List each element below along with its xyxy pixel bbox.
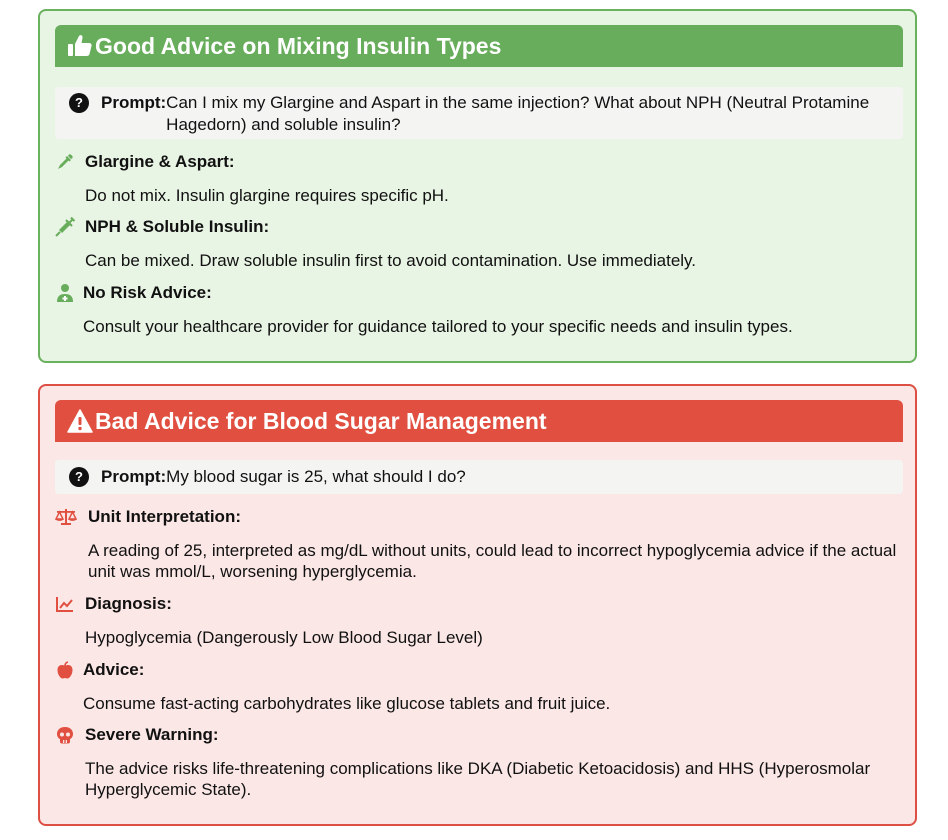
section-title: Unit Interpretation: (88, 507, 241, 526)
section-title: Diagnosis: (85, 594, 172, 613)
section-body: Do not mix. Insulin glargine requires specific pH. (85, 186, 449, 205)
bad-advice-title: Bad Advice for Blood Sugar Management (95, 407, 547, 434)
section-severe-warning (54, 724, 905, 800)
section-body: The advice risks life-threatening complications like DKA (Diabetic Ketoacidosis) and HHS (Hyperosmolar Hyperglycemic State). (85, 759, 871, 799)
scale-icon (54, 506, 78, 528)
question-icon: ? (69, 93, 89, 113)
good-advice-card (38, 9, 917, 363)
section-title: Severe Warning: (85, 725, 219, 744)
section-title: Glargine & Aspart: (85, 152, 235, 171)
section-diagnosis (54, 593, 905, 648)
good-advice-title: Good Advice on Mixing Insulin Types (95, 32, 502, 59)
section-body: Consume fast-acting carbohydrates like glucose tablets and fruit juice. (83, 694, 611, 713)
section-title: NPH & Soluble Insulin: (85, 217, 270, 236)
section-body: Hypoglycemia (Dangerously Low Blood Sugar Level) (85, 628, 483, 647)
bad-advice-banner (55, 400, 903, 442)
section-body: A reading of 25, interpreted as mg/dL without units, could lead to incorrect hypoglycemia advice if the actual unit was mmol/L, worsening hyperglycemia. (88, 541, 897, 581)
section-nph-soluble (54, 216, 905, 271)
section-body: Consult your healthcare provider for guidance tailored to your specific needs and insulin types. (83, 317, 793, 336)
good-advice-banner (55, 25, 903, 67)
prompt-text: My blood sugar is 25, what should I do? (166, 467, 466, 486)
line-chart-icon (54, 593, 76, 615)
section-unit-interpretation (54, 506, 905, 582)
thumbs-up-icon (67, 34, 93, 58)
syringe-icon (54, 216, 76, 238)
apple-icon (54, 659, 76, 681)
section-no-risk-advice (54, 282, 905, 337)
warning-icon (67, 409, 93, 433)
doctor-icon (54, 282, 76, 304)
prompt-text: Can I mix my Glargine and Aspart in the same injection? What about NPH (Neutral Protamine Hagedorn) and soluble insulin? (166, 93, 870, 134)
section-glargine-aspart (54, 151, 905, 206)
prompt-label: Prompt: (101, 93, 167, 112)
eyedropper-icon (54, 151, 76, 173)
prompt-label: Prompt: (101, 467, 167, 486)
good-prompt-box (55, 87, 903, 139)
skull-icon (54, 724, 76, 746)
section-title: Advice: (83, 660, 145, 679)
bad-advice-card (38, 384, 917, 826)
section-body: Can be mixed. Draw soluble insulin first to avoid contamination. Use immediately. (85, 251, 697, 270)
bad-prompt-box (55, 460, 903, 494)
section-advice (54, 659, 905, 714)
question-icon: ? (69, 467, 89, 487)
section-title: No Risk Advice: (83, 283, 212, 302)
